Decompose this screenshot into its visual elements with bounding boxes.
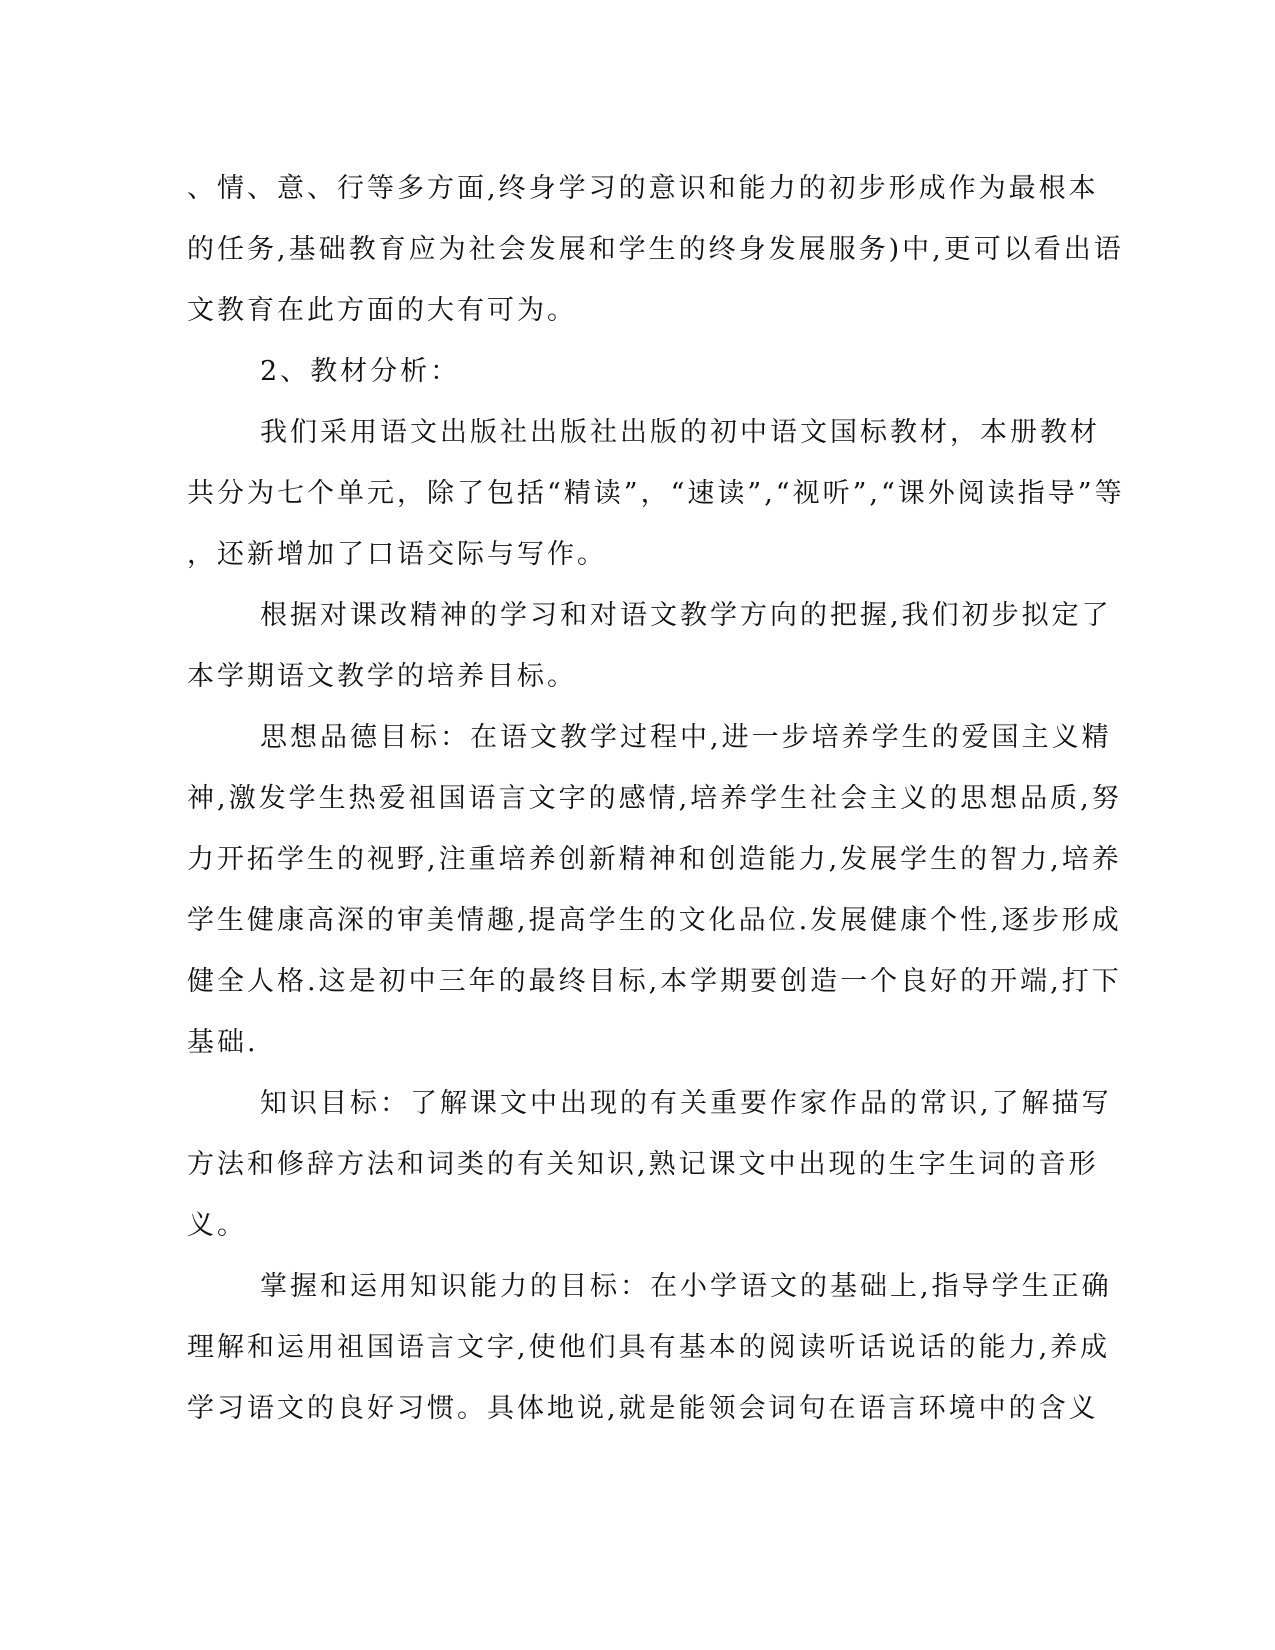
text-line: 方法和修辞方法和词类的有关知识,熟记课文中出现的生字生词的音形 [187, 1149, 1099, 1180]
text-line: 、情、意、行等多方面,终身学习的意识和能力的初步形成作为最根本 [187, 173, 1099, 204]
text-line: 理解和运用祖国语言文字,使他们具有基本的阅读听话说话的能力,养成 [187, 1332, 1111, 1363]
paragraph-1 [187, 158, 1124, 341]
text-line: 我们采用语文出版社出版社出版的初中语文国标教材，本册教材 [260, 417, 1100, 448]
text-line: 基础. [187, 1027, 259, 1058]
text-line: 学生健康高深的审美情趣,提高学生的文化品位.发展健康个性,逐步形成 [187, 905, 1122, 936]
text-line: 的任务,基础教育应为社会发展和学生的终身发展服务)中,更可以看出语 [187, 234, 1124, 265]
text-line: ，还新增加了口语交际与写作。 [187, 539, 607, 570]
paragraph-textbook [187, 402, 1125, 585]
text-line: 健全人格.这是初中三年的最终目标,本学期要创造一个良好的开端,打下 [187, 966, 1122, 997]
text-line: 本学期语文教学的培养目标。 [187, 661, 577, 692]
paragraph-moral-goals [187, 707, 1122, 1073]
paragraph-ability-goals [187, 1256, 1112, 1439]
document-body [187, 158, 1125, 1439]
text-line: 义。 [187, 1210, 247, 1241]
section-heading-textbook-analysis [187, 341, 1077, 402]
text-line: 2、教材分析： [260, 356, 461, 387]
text-line: 知识目标：了解课文中出现的有关重要作家作品的常识,了解描写 [260, 1088, 1112, 1119]
text-line: 根据对课改精神的学习和对语文教学方向的把握,我们初步拟定了 [260, 600, 1112, 631]
paragraph-goals-intro [187, 585, 1112, 707]
text-line: 力开拓学生的视野,注重培养创新精神和创造能力,发展学生的智力,培养 [187, 844, 1122, 875]
text-line: 思想品德目标：在语文教学过程中,进一步培养学生的爱国主义精 [260, 722, 1112, 753]
text-line: 学习语文的良好习惯。具体地说,就是能领会词句在语言环境中的含义 [187, 1393, 1099, 1424]
text-line: 掌握和运用知识能力的目标：在小学语文的基础上,指导学生正确 [260, 1271, 1112, 1302]
text-line: 文教育在此方面的大有可为。 [187, 295, 577, 326]
text-line: 共分为七个单元，除了包括“精读”，“速读”,“视听”,“课外阅读指导”等 [187, 478, 1125, 509]
paragraph-knowledge-goals [187, 1073, 1112, 1256]
text-line: 神,激发学生热爱祖国语言文字的感情,培养学生社会主义的思想品质,努 [187, 783, 1122, 814]
